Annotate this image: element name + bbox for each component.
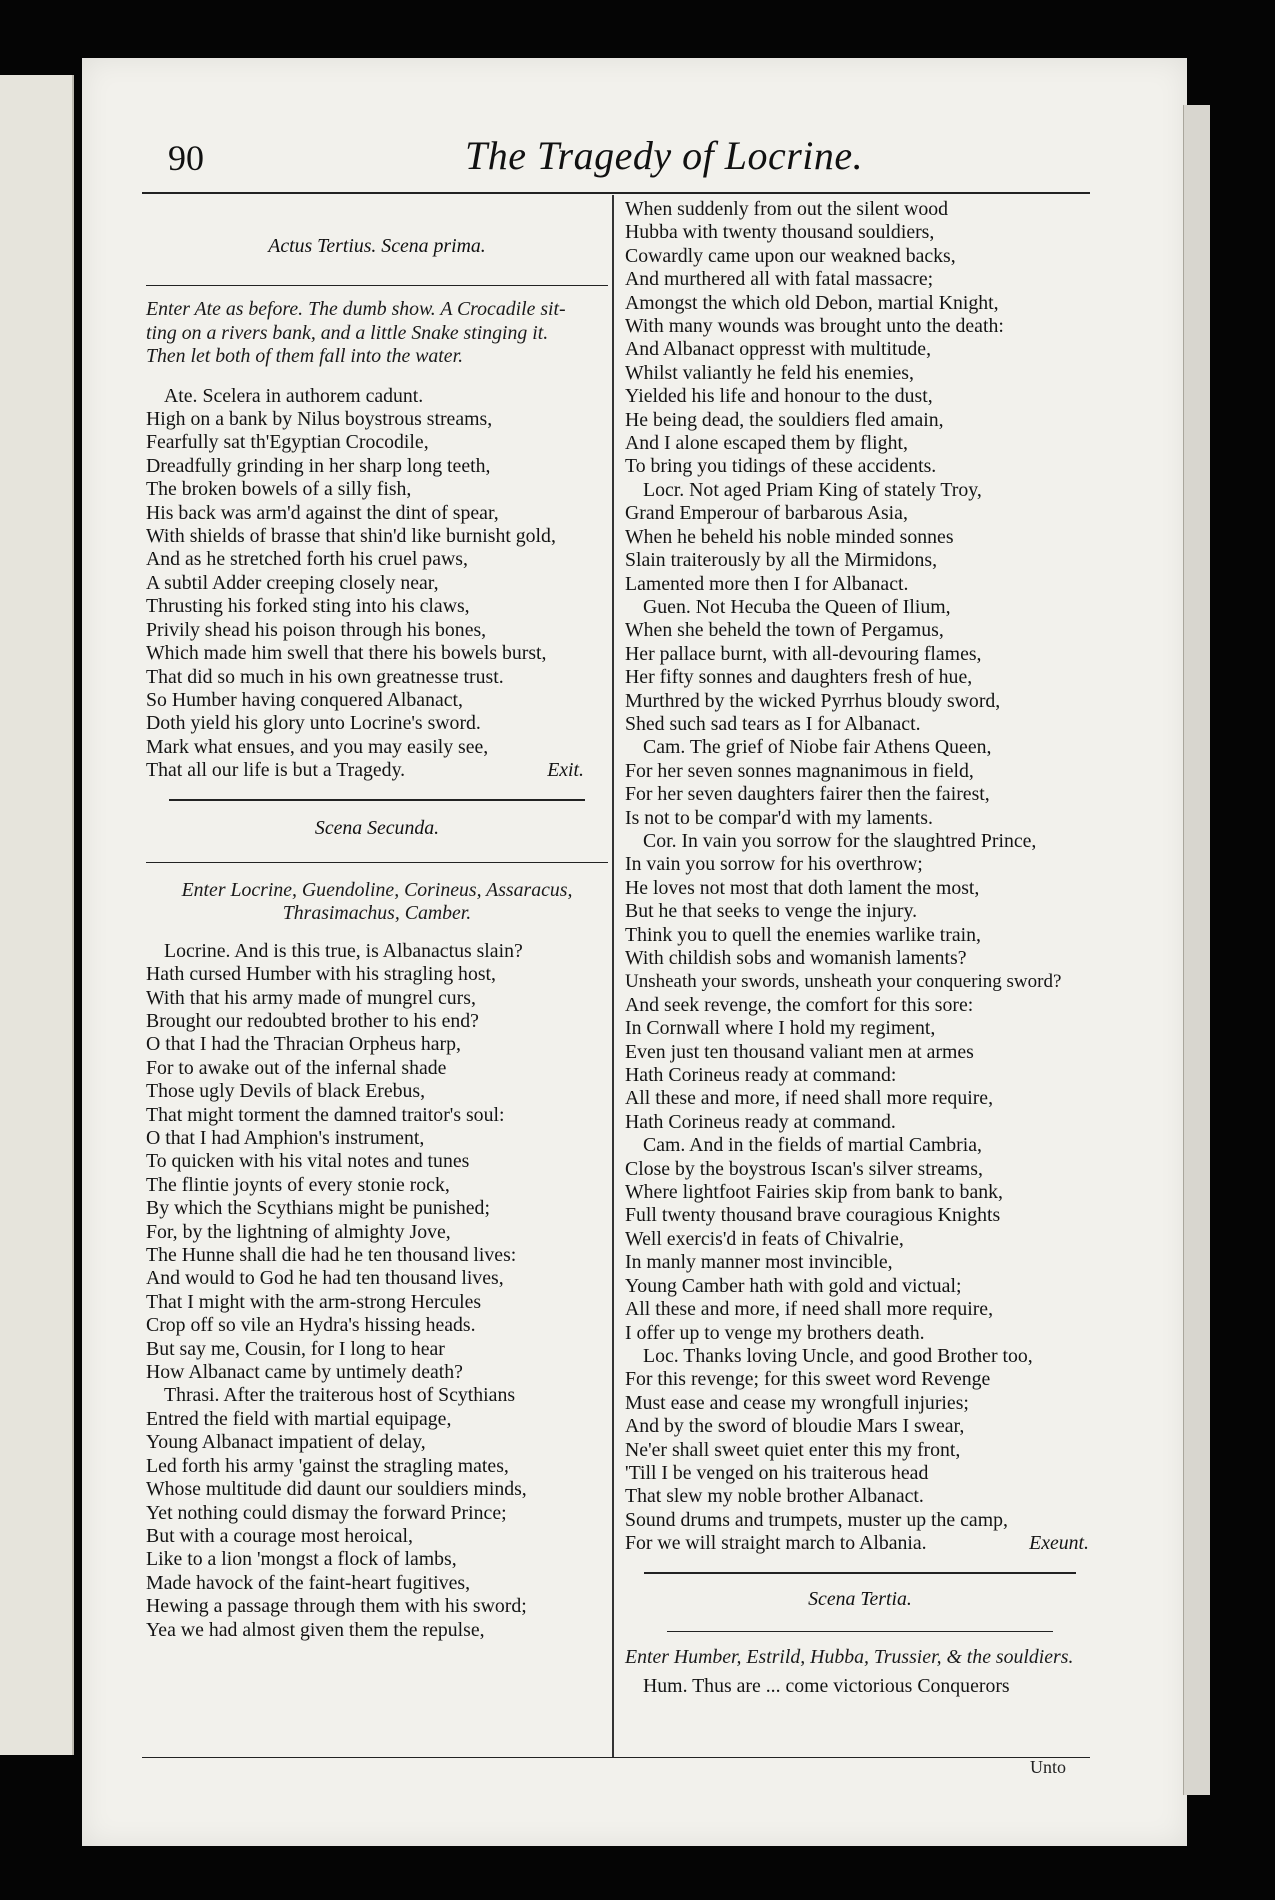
verse-line: So Humber having conquered Albanact, [146,688,463,711]
act-rule [146,285,608,286]
verse-line: Amongst the which old Debon, martial Knight, [625,291,999,314]
verse-line: And as he stretched forth his cruel paws, [146,548,468,571]
right-dialogue [625,198,1095,1556]
verse-line: With childish sobs and womanish laments? [625,947,967,969]
verse-line: Entred the field with martial equipage, [146,1407,452,1430]
verse-line: Privily shead his poison through his bones, [146,618,487,641]
verse-line: Hubba with twenty thousand souldiers, [625,221,935,244]
verse-line: For her seven daughters fairer then the fairest, [625,783,990,806]
verse-line: Made havock of the faint-heart fugitives, [146,1571,471,1594]
verse-line: High on a bank by Nilus boystrous streams, [146,408,493,431]
verse-line: Those ugly Devils of black Erebus, [146,1080,426,1103]
verse-line: Dreadfully grinding in her sharp long teeth, [146,454,491,477]
verse-line: Fearfully sat th'Egyptian Crocodile, [146,431,429,454]
verse-line: And murthered all with fatal massacre; [625,268,934,291]
exit-direction: Exit. [547,759,584,782]
verse-line: And seek revenge, the comfort for this sore: [625,993,974,1016]
verse-line: The Hunne shall die had he ten thousand lives: [146,1244,517,1267]
verse-line: All these and more, if need shall more require, [625,1087,994,1110]
verse-line: That slew my noble brother Albanact. [625,1485,924,1508]
verse-line: Murthred by the wicked Pyrrhus bloudy sword, [625,689,1001,712]
verse-line: Is not to be compar'd with my laments. [625,806,933,829]
verse-line: Young Albanact impatient of delay, [146,1431,426,1454]
verse-line: In vain you sorrow for his overthrow; [625,853,923,876]
verse-line: Doth yield his glory unto Locrine's sword. [146,712,481,735]
verse-line: But he that seeks to venge the injury. [625,900,918,923]
verse-line: He being dead, the souldiers fled amain, [625,408,944,431]
verse-line: That might torment the damned traitor's soul: [146,1103,505,1126]
verse-line: To bring you tidings of these accidents. [625,455,937,478]
verse-line: But with a courage most heroical, [146,1524,413,1547]
stage-direction-3: Enter Humber, Estrild, Hubba, Trussier, & the souldiers. [625,1645,1074,1668]
verse-line: Must ease and cease my wrongfull injuries; [625,1391,969,1414]
speech-line: Loc. Thanks loving Uncle, and good Brother too, [643,1344,1033,1367]
verse-line: Mark what ensues, and you may easily see, [146,735,489,758]
verse-line: For to awake out of the infernal shade [146,1056,447,1079]
verse-line: Yielded his life and honour to the dust, [625,385,933,408]
ate-speech [146,385,608,783]
previous-page-edge [0,75,74,1755]
verse-line: Slain traiterously by all the Mirmidons, [625,549,938,572]
running-title: The Tragedy of Locrine. [465,133,864,178]
speech-line: Hum. Thus are ... come victorious Conquerors [643,1675,1010,1698]
verse-line: When she beheld the town of Pergamus, [625,619,944,642]
verse-line: All these and more, if need shall more require, [625,1298,994,1321]
speech-line: Cam. And in the fields of martial Cambria, [643,1134,982,1157]
scene3-top-rule [644,1572,1076,1574]
verse-line: In manly manner most invincible, [625,1251,893,1274]
verse-line: That I might with the arm-strong Hercules [146,1290,482,1313]
footer-rule [142,1757,1090,1758]
scene2-dialogue [146,940,608,1642]
verse-line: Hath Corineus ready at command. [625,1110,896,1133]
verse-line: Thrusting his forked sting into his claws, [146,595,470,618]
verse-line: Sound drums and trumpets, muster up the camp, [625,1508,1008,1531]
verse-line: Grand Emperour of barbarous Asia, [625,502,908,525]
stage-line: Then let both of them fall into the water. [146,345,464,368]
stage-line: ting on a rivers bank, and a little Snake stinging it. [146,321,549,344]
verse-line: By which the Scythians might be punished; [146,1197,490,1220]
verse-line: And would to God he had ten thousand lives, [146,1267,504,1290]
verse-line: 'Till I be venged on his traiterous head [625,1461,929,1484]
speech-line: Locr. Not aged Priam King of stately Troy, [643,478,982,501]
verse-line: Close by the boystrous Iscan's silver streams, [625,1157,983,1180]
verse-line: Like to a lion 'mongst a flock of lambs, [146,1548,457,1571]
column-divider [612,195,614,1758]
next-page-edge [1183,105,1210,1795]
verse-line: When suddenly from out the silent wood [625,198,949,220]
scene2-rule [146,862,608,863]
verse-line: Yea we had almost given them the repulse, [146,1618,485,1641]
verse-line: Hath Corineus ready at command: [625,1064,897,1087]
verse-line: O that I had the Thracian Orpheus harp, [146,1033,461,1056]
verse-line: Led forth his army 'gainst the stragling mates, [146,1454,509,1477]
speech-line: Locrine. And is this true, is Albanactus slain? [164,939,523,962]
verse-line: Her fifty sonnes and daughters fresh of hue, [625,666,973,689]
speech-line: Cam. The grief of Niobe fair Athens Queen, [643,736,992,759]
act-title: Actus Tertius. Scena prima. [268,235,486,257]
verse-line: The broken bowels of a silly fish, [146,478,412,501]
verse-line: For this revenge; for this sweet word Revenge [625,1368,991,1391]
verse-line: Ne'er shall sweet quiet enter this my front, [625,1438,961,1461]
verse-line: With shields of brasse that shin'd like burnisht gold, [146,525,556,548]
verse-line: With many wounds was brought unto the death: [625,315,1004,338]
stage-direction-2 [146,879,608,926]
page-header [140,132,1090,186]
verse-line: Yet nothing could dismay the forward Prince; [146,1501,507,1524]
verse-line: And I alone escaped them by flight, [625,432,908,455]
stage-line: Thrasimachus, Camber. [282,902,472,925]
left-column [146,205,608,1642]
verse-line: To quicken with his vital notes and tunes [146,1150,470,1173]
verse-line: And by the sword of bloudie Mars I swear, [625,1415,965,1438]
verse-line: Unsheath your swords, unsheath your conquering sword? [625,971,1062,993]
verse-line: O that I had Amphion's instrument, [146,1127,425,1149]
verse-line: Even just ten thousand valiant men at armes [625,1040,974,1063]
speech-line: Guen. Not Hecuba the Queen of Ilium, [643,595,951,618]
verse-line: Shed such sad tears as I for Albanact. [625,712,921,735]
catchword: Unto [1030,1757,1066,1777]
verse-line: How Albanact came by untimely death? [146,1361,463,1384]
verse-line: Her pallace burnt, with all-devouring flames, [625,642,982,665]
verse-line-with-exit [146,759,608,782]
header-rule [142,192,1090,194]
verse-line: Young Camber hath with gold and victual; [625,1274,962,1297]
stage-direction-1 [146,298,608,368]
verse-line: And Albanact oppresst with multitude, [625,338,932,361]
right-column [625,198,1095,1699]
verse-text: That all our life is but a Tragedy. [146,759,406,782]
scene-rule [169,799,585,801]
stage-line: Enter Ate as before. The dumb show. A Crocadile sit- [146,298,566,321]
verse-line: Think you to quell the enemies warlike train, [625,923,981,946]
verse-line: His back was arm'd against the dint of spear, [146,501,499,524]
verse-line: Lamented more then I for Albanact. [625,572,909,595]
speech-line: Ate. Scelera in authorem cadunt. [164,384,424,407]
exeunt-direction: Exeunt. [1029,1532,1089,1555]
verse-line: That did so much in his own greatnesse trust. [146,665,504,688]
verse-line: For, by the lightning of almighty Jove, [146,1220,451,1243]
scene3-title: Scena Tertia. [808,1587,912,1610]
verse-line-with-exeunt [625,1532,1095,1555]
verse-line: But say me, Cousin, for I long to hear [146,1337,445,1360]
verse-line: Hewing a passage through them with his sword; [146,1595,527,1618]
speech-line: Thrasi. After the traiterous host of Scythians [164,1384,516,1407]
verse-line: Cowardly came upon our weakned backs, [625,244,956,267]
verse-line: Hath cursed Humber with his stragling host, [146,963,496,986]
verse-text: For we will straight march to Albania. [625,1532,927,1555]
verse-line: Well exercis'd in feats of Chivalrie, [625,1227,904,1250]
verse-line: A subtil Adder creeping closely near, [146,571,439,594]
verse-line: Whilst valiantly he feld his enemies, [625,361,914,384]
scene2-title: Scena Secunda. [314,816,440,839]
verse-line: Full twenty thousand brave couragious Knights [625,1204,1001,1227]
verse-line: In Cornwall where I hold my regiment, [625,1017,936,1040]
verse-line: I offer up to venge my brothers death. [625,1321,925,1344]
page-number: 90 [168,138,204,178]
verse-line: Crop off so vile an Hydra's hissing heads. [146,1314,476,1337]
verse-line: With that his army made of mungrel curs, [146,986,476,1009]
stage-line: Enter Locrine, Guendoline, Corineus, Assaracus, [181,878,573,901]
speech-line: Cor. In vain you sorrow for the slaughtred Prince, [643,829,1037,852]
verse-line: Which made him swell that there his bowels burst, [146,642,547,665]
verse-line: Brought our redoubted brother to his end? [146,1009,479,1032]
scene3-rule [667,1631,1052,1632]
verse-line: The flintie joynts of every stonie rock, [146,1173,450,1196]
verse-line: Where lightfoot Fairies skip from bank to bank, [625,1181,1003,1204]
verse-line: When he beheld his noble minded sonnes [625,525,954,548]
verse-line: For her seven sonnes magnanimous in field, [625,759,974,782]
verse-line: Whose multitude did daunt our souldiers minds, [146,1478,527,1501]
verse-line: He loves not most that doth lament the most, [625,876,980,899]
